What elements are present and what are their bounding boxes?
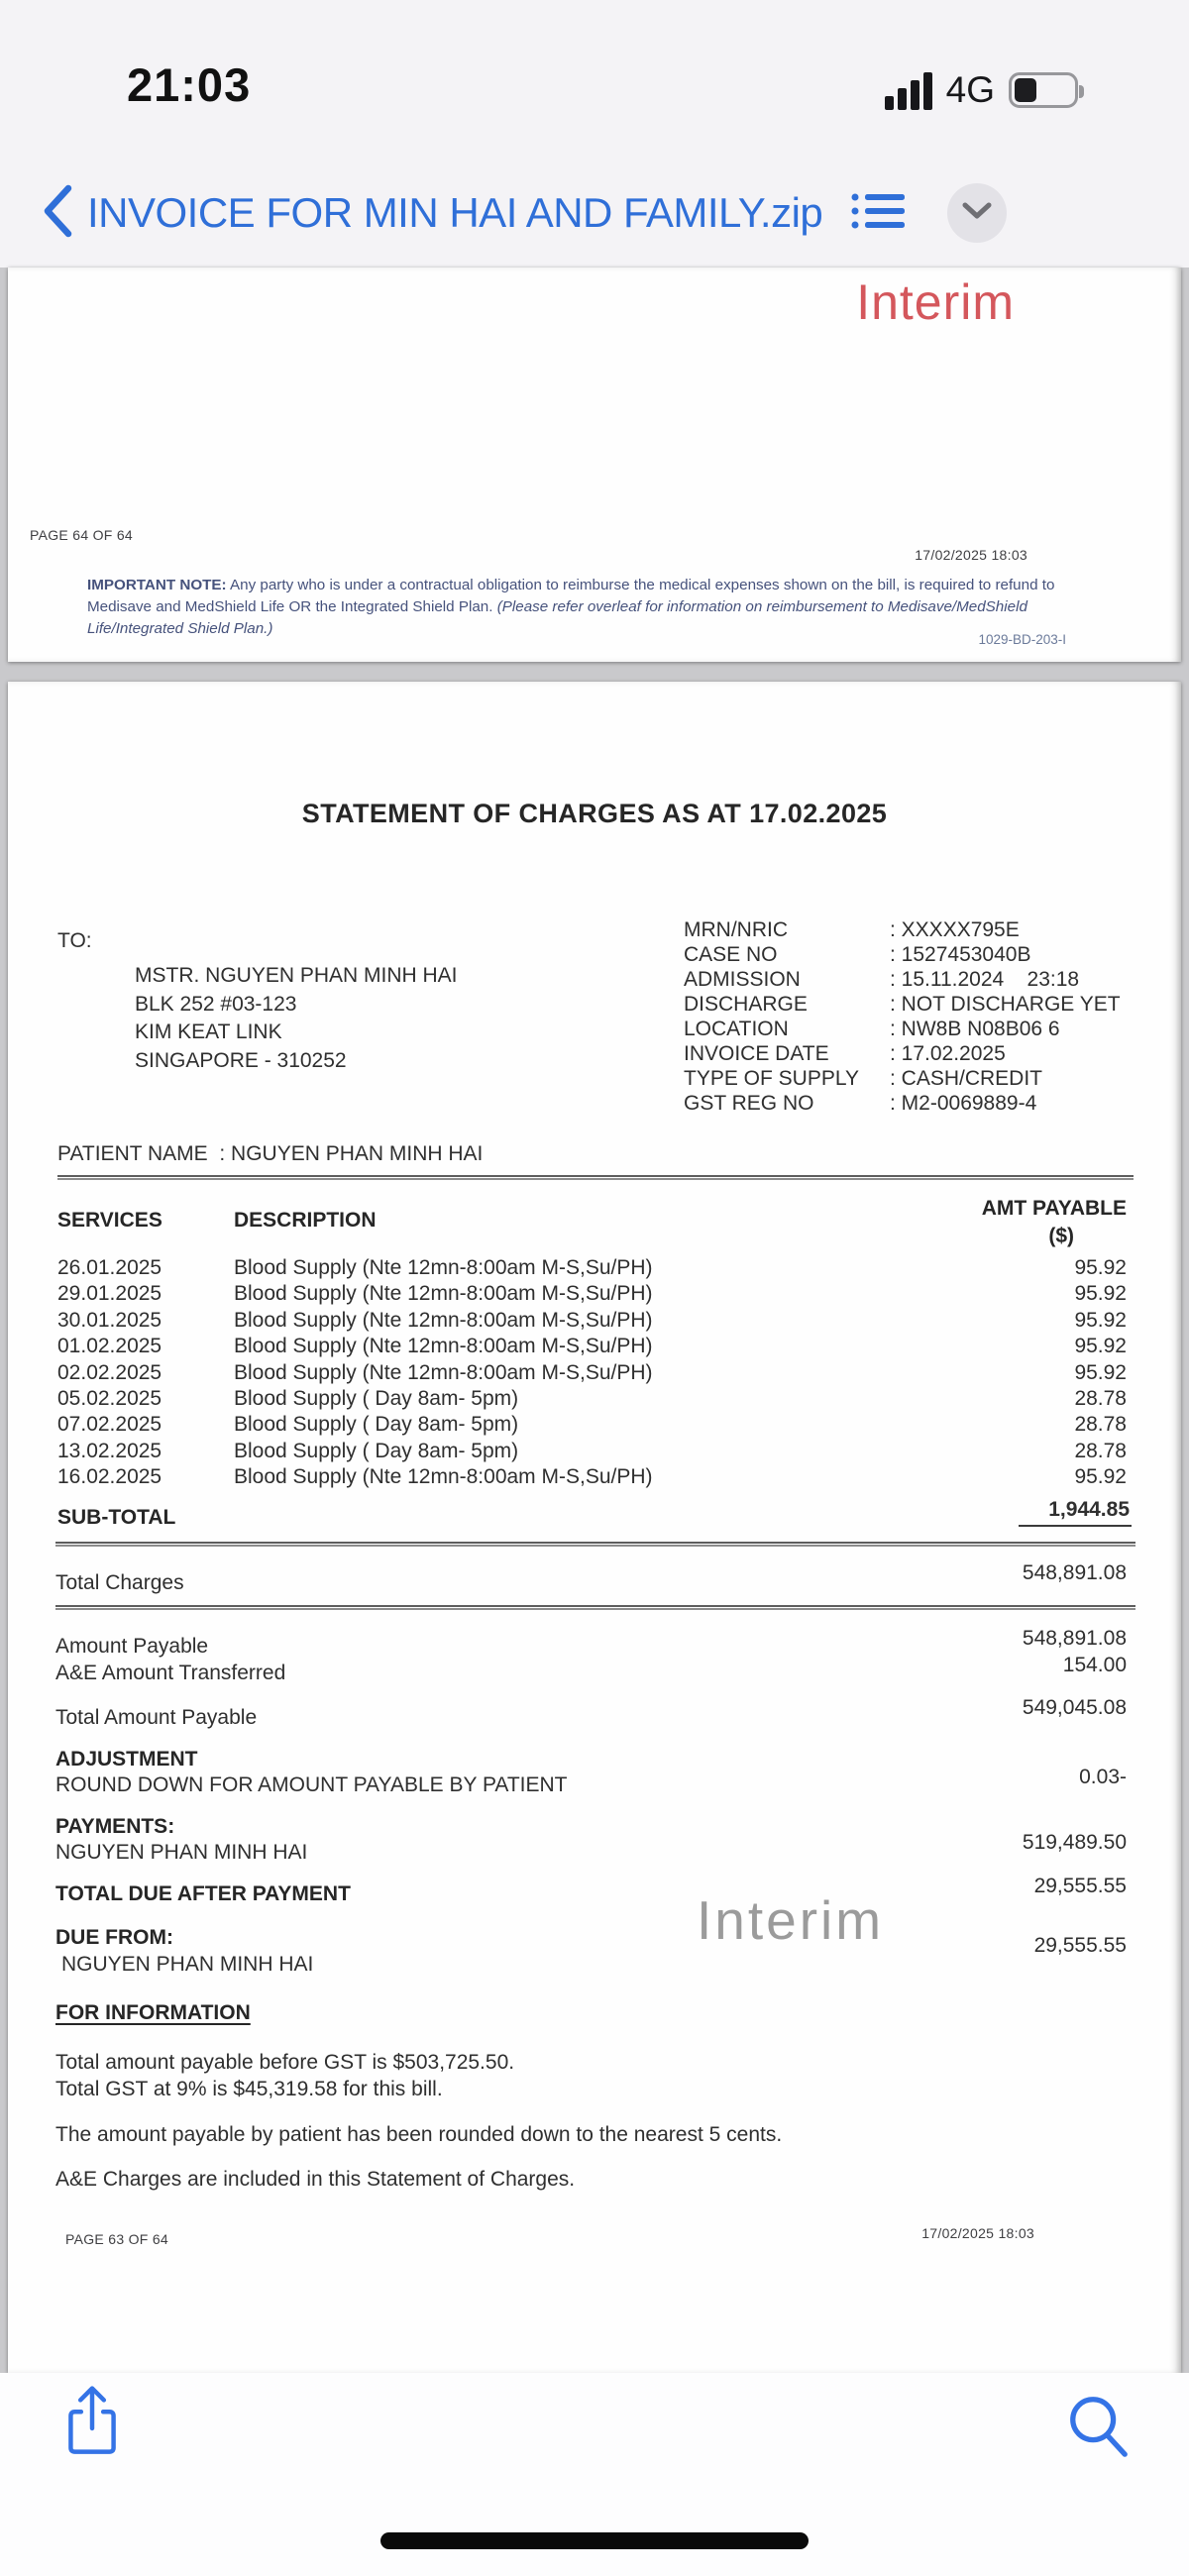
meta-row: ADMISSION : 15.11.2024 23:18 — [684, 968, 1080, 991]
for-information-heading: FOR INFORMATION — [55, 2001, 251, 2024]
total-amount-payable-label: Total Amount Payable — [55, 1706, 258, 1729]
amount-payable-label: Amount Payable — [55, 1635, 209, 1658]
service-description: Blood Supply (Nte 12mn-8:00am M-S,Su/PH) — [234, 1465, 653, 1489]
service-date: 29.01.2025 — [57, 1282, 162, 1306]
service-date: 26.01.2025 — [57, 1256, 162, 1279]
collapse-preview-button[interactable] — [947, 183, 1007, 243]
service-date: 16.02.2025 — [57, 1465, 162, 1489]
info-line-gst-before: Total amount payable before GST is $503,725.50. — [55, 2051, 515, 2074]
invoice-page-64 — [8, 268, 1181, 662]
invoice-page-63 — [8, 682, 1181, 2373]
important-note-heading: IMPORTANT NOTE: — [87, 577, 227, 593]
address-line: MSTR. NGUYEN PHAN MINH HAI — [135, 964, 458, 987]
address-line: SINGAPORE - 310252 — [135, 1048, 347, 1072]
service-amount: 95.92 — [1074, 1256, 1127, 1279]
service-description: Blood Supply (Nte 12mn-8:00am M-S,Su/PH) — [234, 1282, 653, 1306]
meta-row: LOCATION : NW8B N08B06 6 — [684, 1018, 1060, 1040]
ae-transferred-label: A&E Amount Transferred — [55, 1662, 286, 1684]
chevron-left-icon — [42, 183, 73, 244]
meta-row: GST REG NO : M2-0069889-4 — [684, 1092, 1037, 1115]
network-type-label: 4G — [945, 69, 995, 110]
important-note: IMPORTANT NOTE: Any party who is under a contractual obligation to reimburse the medical expenses shown on the bill, is required to refund to Medisave and MedShield Life OR the Integrated Shield Plan. (Please refer overleaf for information on reimbursement to Medisave/MedShield Life/Integrated Shield Plan.) — [87, 577, 1055, 638]
service-amount: 95.92 — [1074, 1282, 1127, 1306]
table-row — [57, 1361, 1127, 1387]
payments-payer: NGUYEN PHAN MINH HAI — [55, 1841, 308, 1864]
service-date: 07.02.2025 — [57, 1413, 162, 1437]
share-button[interactable] — [61, 2383, 123, 2465]
service-amount: 28.78 — [1074, 1439, 1127, 1462]
ae-transferred-value: 154.00 — [1062, 1654, 1127, 1676]
case-meta-block — [684, 917, 1121, 1116]
column-header-services: SERVICES — [57, 1209, 162, 1232]
meta-row: MRN/NRIC : XXXXX795E — [684, 918, 1020, 941]
print-timestamp: 17/02/2025 18:03 — [921, 2225, 1034, 2241]
list-icon — [850, 189, 906, 238]
status-bar — [0, 0, 1189, 159]
interim-watermark-gray: Interim — [697, 1889, 885, 1951]
table-row — [57, 1413, 1127, 1439]
divider — [55, 1542, 1135, 1547]
service-date: 13.02.2025 — [57, 1439, 162, 1462]
service-description: Blood Supply (Nte 12mn-8:00am M-S,Su/PH) — [234, 1308, 653, 1332]
subtotal-value: 1,944.85 — [1019, 1498, 1132, 1522]
table-row — [57, 1282, 1127, 1308]
table-row — [57, 1387, 1127, 1413]
services-table — [57, 1256, 1127, 1492]
payments-value: 519,489.50 — [1022, 1831, 1127, 1854]
form-code: 1029-BD-203-I — [978, 632, 1066, 647]
divider — [55, 1605, 1135, 1610]
table-row — [57, 1309, 1127, 1335]
table-row — [57, 1465, 1127, 1491]
signal-strength-icon — [885, 70, 932, 110]
search-button[interactable] — [1064, 2391, 1134, 2465]
statement-title: STATEMENT OF CHARGES AS AT 17.02.2025 — [301, 799, 888, 828]
adjustment-heading: ADJUSTMENT — [55, 1748, 198, 1771]
service-amount: 28.78 — [1074, 1413, 1127, 1437]
due-from-heading: DUE FROM: — [55, 1926, 173, 1949]
to-label: TO: — [57, 929, 92, 952]
address-line: BLK 252 #03-123 — [135, 992, 297, 1016]
battery-icon — [1009, 72, 1078, 108]
share-icon — [61, 2447, 123, 2464]
payments-heading: PAYMENTS: — [55, 1815, 175, 1838]
service-amount: 95.92 — [1074, 1308, 1127, 1332]
meta-row: INVOICE DATE : 17.02.2025 — [684, 1042, 1006, 1065]
total-due-label: TOTAL DUE AFTER PAYMENT — [55, 1882, 351, 1905]
service-amount: 95.92 — [1074, 1360, 1127, 1384]
home-indicator[interactable] — [380, 2532, 809, 2549]
service-description: Blood Supply (Nte 12mn-8:00am M-S,Su/PH) — [234, 1256, 653, 1279]
interim-watermark-red: Interim — [856, 274, 1015, 330]
meta-row: CASE NO : 1527453040B — [684, 943, 1031, 966]
document-title: INVOICE FOR MIN HAI AND FAMILY.zip — [87, 189, 823, 236]
total-charges-label: Total Charges — [55, 1571, 184, 1594]
patient-name-line: PATIENT NAME : NGUYEN PHAN MINH HAI — [57, 1142, 484, 1165]
meta-row: DISCHARGE : NOT DISCHARGE YET — [684, 993, 1121, 1016]
service-description: Blood Supply (Nte 12mn-8:00am M-S,Su/PH) — [234, 1335, 653, 1358]
service-description: Blood Supply ( Day 8am- 5pm) — [234, 1413, 519, 1437]
back-button[interactable] — [42, 183, 73, 244]
meta-row: TYPE OF SUPPLY : CASH/CREDIT — [684, 1067, 1043, 1090]
service-amount: 95.92 — [1074, 1465, 1127, 1489]
divider — [57, 1175, 1134, 1180]
info-line-gst-total: Total GST at 9% is $45,319.58 for this bill. — [55, 2078, 443, 2100]
document-scroll-area[interactable] — [0, 268, 1189, 2373]
page-number: PAGE 63 OF 64 — [65, 2231, 169, 2247]
info-line-rounding: The amount payable by patient has been rounded down to the nearest 5 cents. — [55, 2123, 783, 2146]
search-icon — [1064, 2447, 1134, 2464]
due-from-name: NGUYEN PHAN MINH HAI — [61, 1953, 314, 1976]
service-description: Blood Supply (Nte 12mn-8:00am M-S,Su/PH) — [234, 1360, 653, 1384]
bottom-toolbar — [0, 2373, 1189, 2576]
total-amount-payable-value: 549,045.08 — [1022, 1696, 1127, 1719]
service-date: 30.01.2025 — [57, 1308, 162, 1332]
service-amount: 95.92 — [1074, 1335, 1127, 1358]
service-date: 05.02.2025 — [57, 1386, 162, 1410]
table-row — [57, 1440, 1127, 1465]
column-header-amount-unit: ($) — [1048, 1225, 1074, 1247]
print-timestamp: 17/02/2025 18:03 — [915, 547, 1027, 563]
chevron-down-icon — [961, 202, 993, 225]
page-number: PAGE 64 OF 64 — [30, 527, 134, 543]
service-date: 01.02.2025 — [57, 1335, 162, 1358]
navigation-bar — [0, 159, 1189, 268]
amount-payable-value: 548,891.08 — [1022, 1627, 1127, 1650]
clock-label: 21:03 — [127, 58, 252, 111]
address-line: KIM KEAT LINK — [135, 1020, 282, 1043]
service-date: 02.02.2025 — [57, 1360, 162, 1384]
table-row — [57, 1335, 1127, 1360]
due-from-value: 29,555.55 — [1033, 1934, 1127, 1957]
service-description: Blood Supply ( Day 8am- 5pm) — [234, 1386, 519, 1410]
column-header-description: DESCRIPTION — [234, 1209, 377, 1232]
table-of-contents-button[interactable] — [850, 189, 906, 238]
service-amount: 28.78 — [1074, 1386, 1127, 1410]
subtotal-label: SUB-TOTAL — [57, 1506, 176, 1529]
recipient-address — [135, 962, 458, 1075]
table-row — [57, 1256, 1127, 1282]
total-charges-value: 548,891.08 — [1022, 1561, 1127, 1584]
adjustment-label: ROUND DOWN FOR AMOUNT PAYABLE BY PATIENT — [55, 1773, 568, 1796]
info-line-ae-charges: A&E Charges are included in this Statement of Charges. — [55, 2168, 576, 2191]
column-header-amount: AMT PAYABLE — [981, 1197, 1127, 1220]
service-description: Blood Supply ( Day 8am- 5pm) — [234, 1439, 519, 1462]
total-due-value: 29,555.55 — [1033, 1875, 1127, 1897]
adjustment-value: 0.03- — [1079, 1766, 1127, 1788]
